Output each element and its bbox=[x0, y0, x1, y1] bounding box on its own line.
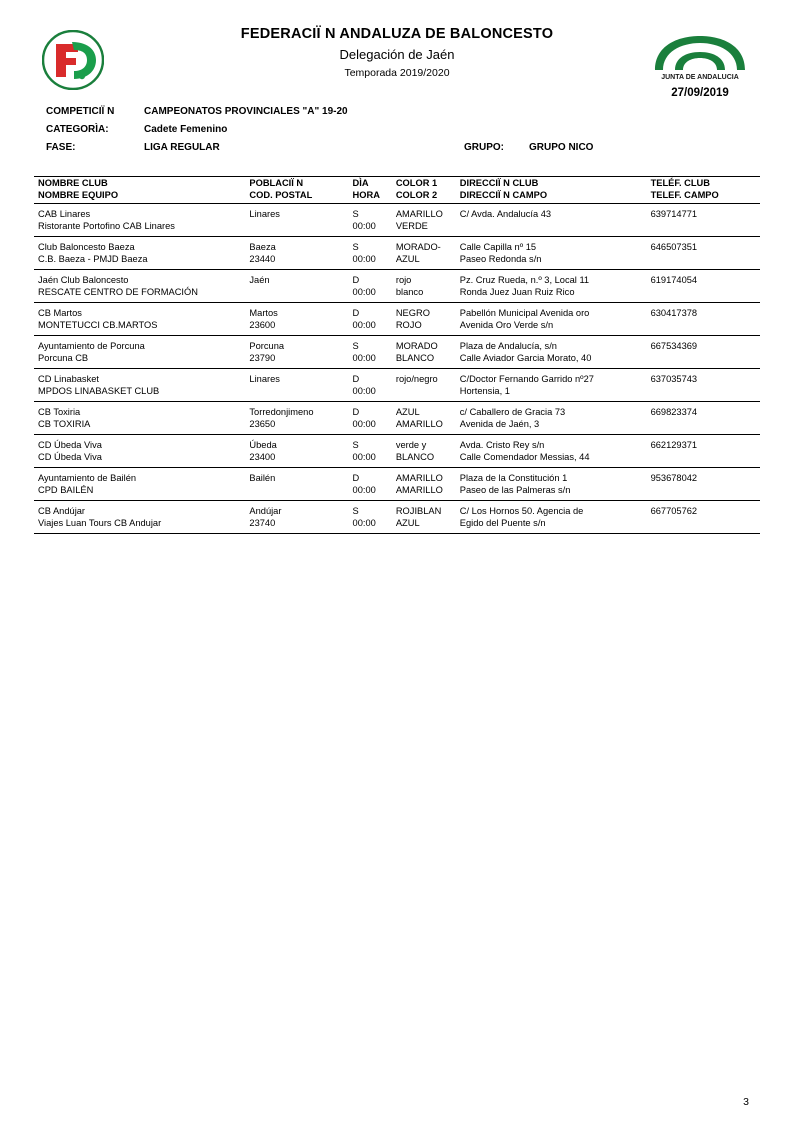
team-direccion-campo: Avenida de Jaén, 3 bbox=[456, 418, 647, 435]
category-value: Cadete Femenino bbox=[144, 124, 228, 135]
delegation-subtitle: Delegación de Jaén bbox=[339, 47, 455, 62]
club-color1: ROJIBLAN bbox=[395, 506, 442, 516]
club-direccion: Plaza de Andalucía, s/n bbox=[459, 341, 557, 351]
club-color1: NEGRO bbox=[395, 308, 430, 318]
team-color2: AZUL bbox=[392, 517, 456, 534]
table-row bbox=[34, 319, 760, 336]
team-name: Viajes Luan Tours CB Andujar bbox=[34, 517, 245, 534]
team-hora: 00:00 bbox=[349, 319, 392, 336]
th-nombre-equipo: NOMBRE EQUIPO bbox=[34, 189, 245, 204]
club-poblacion: Bailén bbox=[249, 473, 276, 483]
club-name: CB Toxiria bbox=[38, 407, 81, 417]
table-row bbox=[34, 385, 760, 402]
club-telefono: 619174054 bbox=[650, 275, 698, 285]
club-telefono: 953678042 bbox=[650, 473, 698, 483]
document-page bbox=[0, 26, 794, 1148]
th-direccion-club: DIRECCIÏ N CLUB bbox=[456, 177, 647, 190]
th-dia: DÌA bbox=[349, 177, 392, 190]
table-row bbox=[34, 369, 760, 386]
team-telefono-campo bbox=[647, 484, 760, 501]
team-direccion-campo: Paseo Redonda s/n bbox=[456, 253, 647, 270]
table-row bbox=[34, 237, 760, 254]
th-cod-postal: COD. POSTAL bbox=[245, 189, 348, 204]
club-dia: D bbox=[352, 308, 360, 318]
club-color1: rojo/negro bbox=[395, 374, 438, 384]
club-poblacion: Porcuna bbox=[249, 341, 285, 351]
table-row bbox=[34, 517, 760, 534]
club-telefono: 662129371 bbox=[650, 440, 698, 450]
club-name: Club Baloncesto Baeza bbox=[38, 242, 135, 252]
club-direccion: Pabellón Municipal Avenida oro bbox=[459, 308, 590, 318]
season-label: Temporada 2019/2020 bbox=[344, 67, 450, 79]
team-hora: 00:00 bbox=[349, 286, 392, 303]
team-cod-postal: 23400 bbox=[245, 451, 348, 468]
team-direccion-campo: Avenida Oro Verde s/n bbox=[456, 319, 647, 336]
club-poblacion: Torredonjimeno bbox=[249, 407, 314, 417]
table-row bbox=[34, 270, 760, 287]
team-name: RESCATE CENTRO DE FORMACIÓN bbox=[34, 286, 245, 303]
club-name: Ayuntamiento de Porcuna bbox=[38, 341, 145, 351]
team-hora: 00:00 bbox=[349, 484, 392, 501]
document-date: 27/09/2019 bbox=[671, 87, 729, 99]
club-direccion: C/ Los Hornos 50. Agencia de bbox=[459, 506, 584, 516]
club-telefono: 669823374 bbox=[650, 407, 698, 417]
team-color2: VERDE bbox=[392, 220, 456, 237]
team-telefono-campo bbox=[647, 451, 760, 468]
th-direccion-campo: DIRECCIÏ N CAMPO bbox=[456, 189, 647, 204]
club-poblacion: Linares bbox=[249, 209, 280, 219]
club-telefono: 646507351 bbox=[650, 242, 698, 252]
team-direccion-campo: Calle Aviador Garcia Morato, 40 bbox=[456, 352, 647, 369]
team-hora: 00:00 bbox=[349, 517, 392, 534]
phase-label: FASE: bbox=[46, 142, 76, 153]
club-dia: S bbox=[352, 242, 359, 252]
table-row bbox=[34, 418, 760, 435]
document-header bbox=[34, 26, 760, 104]
team-direccion-campo: Hortensia, 1 bbox=[456, 385, 647, 402]
club-telefono: 637035743 bbox=[650, 374, 698, 384]
team-hora: 00:00 bbox=[349, 451, 392, 468]
club-dia: D bbox=[352, 275, 360, 285]
header-row-secondary bbox=[34, 189, 760, 204]
th-color1: COLOR 1 bbox=[392, 177, 456, 190]
team-telefono-campo bbox=[647, 517, 760, 534]
team-direccion-campo bbox=[456, 220, 647, 237]
junta-de-andalucia-logo bbox=[642, 30, 758, 102]
team-color2: AZUL bbox=[392, 253, 456, 270]
team-hora: 00:00 bbox=[349, 418, 392, 435]
table-header bbox=[34, 177, 760, 204]
club-dia: S bbox=[352, 209, 359, 219]
team-hora: 00:00 bbox=[349, 220, 392, 237]
team-direccion-campo: Paseo de las Palmeras s/n bbox=[456, 484, 647, 501]
team-cod-postal bbox=[245, 286, 348, 303]
table-row bbox=[34, 204, 760, 221]
header-row-primary bbox=[34, 177, 760, 190]
competition-label: COMPETICIÏ N bbox=[46, 106, 115, 117]
club-poblacion: Martos bbox=[249, 308, 278, 318]
competition-value: CAMPEONATOS PROVINCIALES "A" 19-20 bbox=[144, 106, 348, 117]
team-telefono-campo bbox=[647, 385, 760, 402]
club-color1: AMARILLO bbox=[395, 209, 443, 219]
team-name: MPDOS LINABASKET CLUB bbox=[34, 385, 245, 402]
club-direccion: Avda. Cristo Rey s/n bbox=[459, 440, 545, 450]
team-name: CB TOXIRIA bbox=[34, 418, 245, 435]
club-name: CB Martos bbox=[38, 308, 82, 318]
meta-row-phase bbox=[34, 142, 760, 160]
club-poblacion: Úbeda bbox=[249, 440, 277, 450]
club-poblacion: Andújar bbox=[249, 506, 282, 516]
club-direccion: c/ Caballero de Gracia 73 bbox=[459, 407, 566, 417]
competition-meta bbox=[34, 106, 760, 160]
club-name: CB Andújar bbox=[38, 506, 86, 516]
svg-text:JUNTA DE ANDALUCIA: JUNTA DE ANDALUCIA bbox=[661, 74, 739, 80]
club-name: CD Úbeda Viva bbox=[38, 440, 102, 450]
team-cod-postal: 23650 bbox=[245, 418, 348, 435]
club-name: Ayuntamiento de Bailén bbox=[38, 473, 137, 483]
table-row bbox=[34, 253, 760, 270]
table-body bbox=[34, 204, 760, 534]
team-hora: 00:00 bbox=[349, 385, 392, 402]
club-direccion: Plaza de la Constitución 1 bbox=[459, 473, 568, 483]
fab-logo bbox=[42, 30, 104, 90]
table-row bbox=[34, 220, 760, 237]
table-row bbox=[34, 402, 760, 419]
team-telefono-campo bbox=[647, 220, 760, 237]
club-color1: AZUL bbox=[395, 407, 420, 417]
club-color1: AMARILLO bbox=[395, 473, 443, 483]
th-hora: HORA bbox=[349, 189, 392, 204]
team-cod-postal: 23440 bbox=[245, 253, 348, 270]
club-direccion: C/ Avda. Andalucía 43 bbox=[459, 209, 552, 219]
team-hora: 00:00 bbox=[349, 352, 392, 369]
club-color1: verde y bbox=[395, 440, 427, 450]
table-row bbox=[34, 336, 760, 353]
club-color1: MORADO- bbox=[395, 242, 441, 252]
phase-value: LIGA REGULAR bbox=[144, 142, 220, 153]
team-telefono-campo bbox=[647, 286, 760, 303]
club-name: CAB Linares bbox=[38, 209, 91, 219]
club-color1: MORADO bbox=[395, 341, 438, 351]
team-telefono-campo bbox=[647, 253, 760, 270]
team-color2: AMARILLO bbox=[392, 484, 456, 501]
page-number: 3 bbox=[743, 1096, 749, 1108]
club-color1: rojo bbox=[395, 275, 412, 285]
team-name: CD Úbeda Viva bbox=[34, 451, 245, 468]
club-dia: D bbox=[352, 374, 360, 384]
team-color2 bbox=[392, 385, 456, 402]
team-direccion-campo: Ronda Juez Juan Ruiz Rico bbox=[456, 286, 647, 303]
team-color2: blanco bbox=[392, 286, 456, 303]
th-telefono-club: TELÉF. CLUB bbox=[647, 177, 760, 190]
group-value: GRUPO NICO bbox=[529, 142, 594, 153]
team-telefono-campo bbox=[647, 319, 760, 336]
club-dia: D bbox=[352, 473, 360, 483]
th-color2: COLOR 2 bbox=[392, 189, 456, 204]
table-row bbox=[34, 286, 760, 303]
club-telefono: 630417378 bbox=[650, 308, 698, 318]
team-name: MONTETUCCI CB.MARTOS bbox=[34, 319, 245, 336]
team-cod-postal bbox=[245, 220, 348, 237]
group-label: GRUPO: bbox=[464, 142, 504, 153]
table-row bbox=[34, 501, 760, 518]
team-color2: BLANCO bbox=[392, 451, 456, 468]
team-name: Ristorante Portofino CAB Linares bbox=[34, 220, 245, 237]
club-telefono: 667705762 bbox=[650, 506, 698, 516]
category-label: CATEGORÌA: bbox=[46, 124, 109, 135]
th-poblacion: POBLACIÏ N bbox=[245, 177, 348, 190]
clubs-table-wrap bbox=[34, 176, 760, 534]
table-row bbox=[34, 303, 760, 320]
th-telefono-campo: TELEF. CAMPO bbox=[647, 189, 760, 204]
club-name: CD Linabasket bbox=[38, 374, 99, 384]
team-color2: ROJO bbox=[392, 319, 456, 336]
federation-title: FEDERACIÏ N ANDALUZA DE BALONCESTO bbox=[240, 26, 554, 42]
club-poblacion: Jaén bbox=[249, 275, 270, 285]
table-row bbox=[34, 451, 760, 468]
club-poblacion: Baeza bbox=[249, 242, 276, 252]
team-direccion-campo: Egido del Puente s/n bbox=[456, 517, 647, 534]
team-color2: BLANCO bbox=[392, 352, 456, 369]
club-direccion: C/Doctor Fernando Garrido nº27 bbox=[459, 374, 594, 384]
clubs-table bbox=[34, 176, 760, 534]
meta-row-competition bbox=[34, 106, 760, 124]
table-row bbox=[34, 435, 760, 452]
team-name: CPD BAILÉN bbox=[34, 484, 245, 501]
team-cod-postal: 23740 bbox=[245, 517, 348, 534]
team-direccion-campo: Calle Comendador Messias, 44 bbox=[456, 451, 647, 468]
club-dia: S bbox=[352, 506, 359, 516]
table-row bbox=[34, 484, 760, 501]
club-direccion: Pz. Cruz Rueda, n.º 3, Local 11 bbox=[459, 275, 590, 285]
club-direccion: Calle Capilla nº 15 bbox=[459, 242, 537, 252]
team-name: Porcuna CB bbox=[34, 352, 245, 369]
club-dia: S bbox=[352, 440, 359, 450]
club-name: Jaén Club Baloncesto bbox=[38, 275, 129, 285]
team-telefono-campo bbox=[647, 352, 760, 369]
club-dia: D bbox=[352, 407, 360, 417]
club-telefono: 667534369 bbox=[650, 341, 698, 351]
team-hora: 00:00 bbox=[349, 253, 392, 270]
team-cod-postal: 23600 bbox=[245, 319, 348, 336]
team-cod-postal bbox=[245, 484, 348, 501]
team-telefono-campo bbox=[647, 418, 760, 435]
club-dia: S bbox=[352, 341, 359, 351]
th-nombre-club: NOMBRE CLUB bbox=[34, 177, 245, 190]
team-color2: AMARILLO bbox=[392, 418, 456, 435]
meta-row-category bbox=[34, 124, 760, 142]
team-cod-postal bbox=[245, 385, 348, 402]
team-name: C.B. Baeza - PMJD Baeza bbox=[34, 253, 245, 270]
table-row bbox=[34, 352, 760, 369]
club-poblacion: Linares bbox=[249, 374, 280, 384]
table-row bbox=[34, 468, 760, 485]
team-cod-postal: 23790 bbox=[245, 352, 348, 369]
club-telefono: 639714771 bbox=[650, 209, 698, 219]
